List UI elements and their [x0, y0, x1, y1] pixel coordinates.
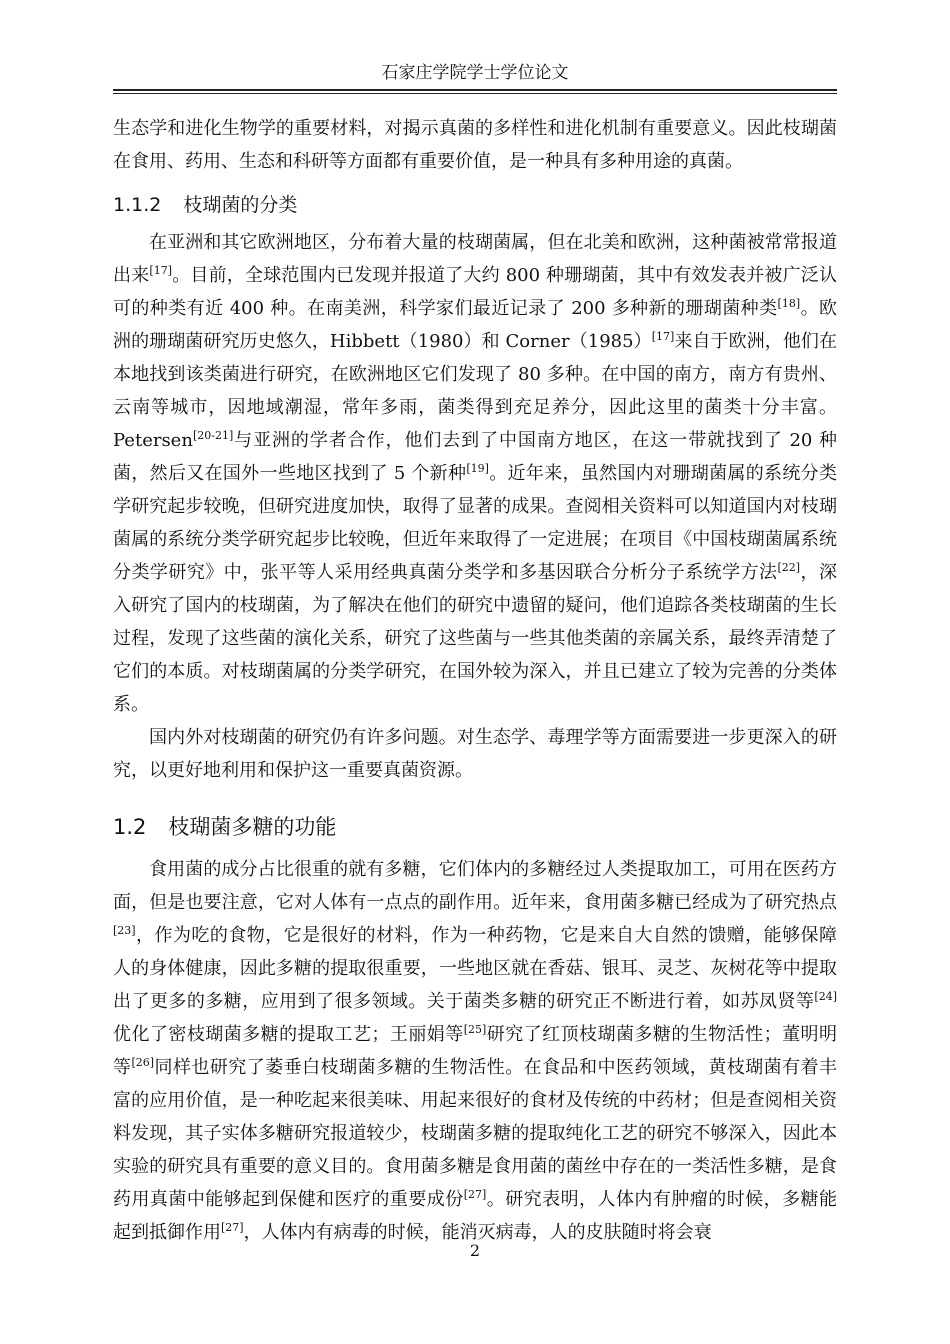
citation: [24] [814, 990, 837, 1003]
text-run: 来自于欧洲，他们在本地找到该类菌进行研究，在欧洲地区它们发现了 80 多种。在中国的南方，南方有贵州、云南等城市，因地域潮湿，常年多雨，菌类得到充足养分，因此这里的菌类十分丰富。Petersen [113, 331, 838, 451]
citation: [27] [221, 1221, 244, 1234]
section-number: 1.1.2 [113, 194, 162, 216]
running-header: 石家庄学院学士学位论文 [381, 63, 569, 83]
citation: [17] [149, 264, 172, 277]
citation: [26] [131, 1056, 155, 1069]
text-run: ，人体内有病毒的时候，能消灭病毒，人的皮肤随时将会衰 [243, 1222, 712, 1243]
citation: [22] [777, 561, 801, 574]
text-run: 。欧洲的珊瑚菌研究历史悠久，Hibbett（1980）和 Corner（1985） [113, 298, 837, 352]
section-title: 枝瑚菌的分类 [183, 194, 298, 216]
text-run: ，作为吃的食物，它是很好的材料，作为一种药物，它是来自大自然的馈赠，能够保障人的身体健康，因此多糖的提取很重要，一些地区就在香菇、银耳、灵芝、灰树花等中提取出了更多的多糖，应用到了很多领域。关于菌类多糖的研究正不断进行着，如苏凤贤等 [113, 925, 837, 1012]
text-run: 食用菌的成分占比很重的就有多糖，它们体内的多糖经过人类提取加工，可用在医药方面，但是也要注意，它对人体有一点点的副作用。近年来，食用菌多糖已经成为了研究热点 [113, 859, 837, 913]
header-rule [113, 89, 837, 91]
paragraph-classification [113, 226, 837, 721]
text-run: 与亚洲的学者合作，他们去到了中国南方地区，在这一带就找到了 20 种菌，然后又在国外一些地区找到了 5 个新种 [113, 430, 837, 484]
text-run: 同样也研究了萎垂白枝瑚菌多糖的生物活性。在食品和中医药领域，黄枝瑚菌有着丰富的应用价值，是一种吃起来很美味、用起来很好的食材及传统的中药材；但是查阅相关资料发现，其子实体多糖研究报道较少，枝瑚菌多糖的提取纯化工艺的研究不够深入，因此本实验的研究具有重要的意义目的。食用菌多糖是食用菌的菌丝中存在的一类活性多糖，是食药用真菌中能够起到保健和医疗的重要成份 [113, 1057, 838, 1210]
citation: [20-21] [192, 429, 234, 442]
body-text [113, 112, 837, 1249]
paragraph-intro: 生态学和进化生物学的重要材料，对揭示真菌的多样性和进化机制有重要意义。因此枝瑚菌在食用、药用、生态和科研等方面都有重要价值，是一种具有多种用途的真菌。 [113, 118, 837, 172]
citation: [23] [113, 924, 136, 937]
section-title: 枝瑚菌多糖的功能 [168, 815, 337, 839]
section-number: 1.2 [113, 815, 147, 839]
text-run: 。近年来，虽然国内对珊瑚菌属的系统分类学研究起步较晚，但研究进度加快，取得了显著的成果。查阅相关资料可以知道国内对枝瑚菌属的系统分类学研究起步比较晚，但近年来取得了一定进展；在项目《中国枝瑚菌属系统分类学研究》中，张平等人采用经典真菌分类学和多基因联合分析分子系统学方法 [113, 463, 837, 583]
citation: [27] [463, 1188, 487, 1201]
citation: [17] [651, 330, 675, 343]
text-run: 在亚洲和其它欧洲地区，分布着大量的枝瑚菌属，但在北美和欧洲，这种菌被常常报道出来 [113, 232, 837, 286]
paragraph-open-problems: 国内外对枝瑚菌的研究仍有许多问题。对生态学、毒理学等方面需要进一步更深入的研究，以更好地利用和保护这一重要真菌资源。 [113, 727, 837, 781]
citation: [18] [777, 297, 801, 310]
header-rule-thin [113, 93, 837, 94]
paragraph-polysaccharide [113, 853, 837, 1249]
page-number: 2 [469, 1241, 481, 1260]
text-run: 研究了红顶枝瑚菌多糖的生物活性；董明明等 [113, 1024, 837, 1078]
text-run: ，深入研究了国内的枝瑚菌，为了解决在他们的研究中遗留的疑问，他们追踪各类枝瑚菌的生长过程，发现了这些菌的演化关系，研究了这些菌与一些其他类菌的亲属关系，最终弄清楚了它们的本质。对枝瑚菌属的分类学研究，在国外较为深入，并且已建立了较为完善的分类体系。 [113, 562, 838, 715]
citation: [19] [466, 462, 489, 475]
citation: [25] [463, 1023, 487, 1036]
text-run: 优化了密枝瑚菌多糖的提取工艺；王丽娟等 [113, 1024, 464, 1045]
section-heading-1-2 [113, 813, 837, 841]
text-run: 。研究表明，人体内有肿瘤的时候，多糖能起到抵御作用 [113, 1189, 837, 1243]
section-heading-1-1-2 [113, 192, 837, 218]
text-run: 。目前，全球范围内已发现并报道了大约 800 种珊瑚菌，其中有效发表并被广泛认可的种类有近 400 种。在南美洲，科学家们最近记录了 200 多种新的珊瑚菌种类 [113, 265, 838, 319]
